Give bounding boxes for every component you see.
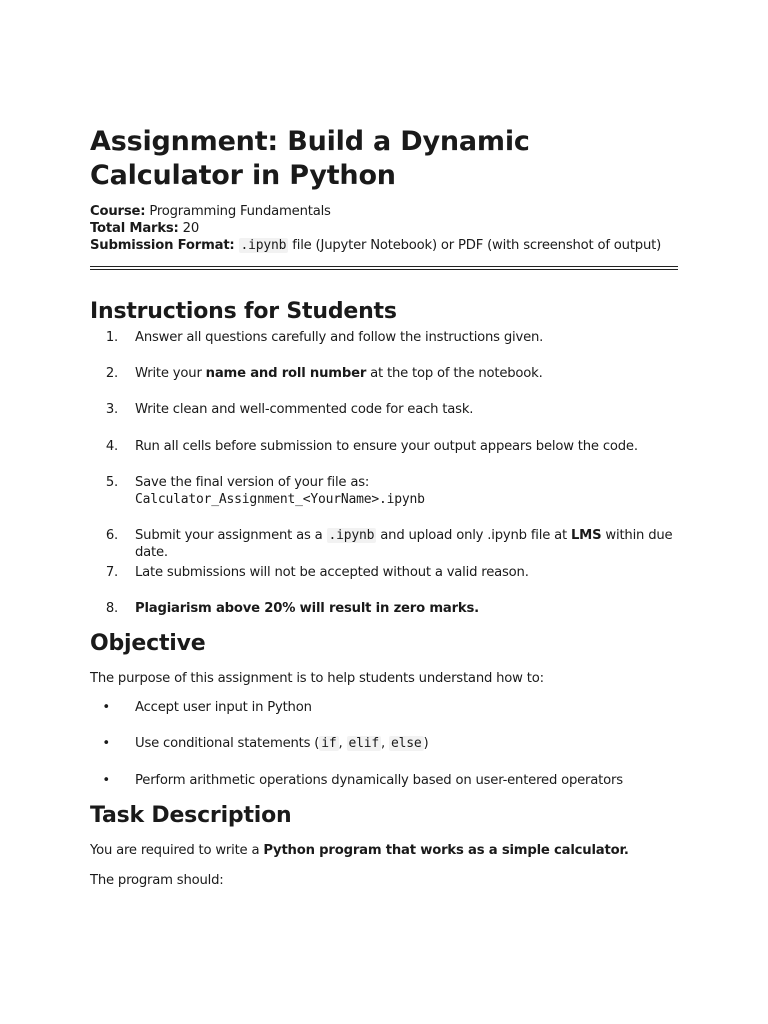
task-should: The program should: (90, 873, 224, 888)
task-intro-pre: You are required to write a (90, 843, 264, 858)
item-text-pre: Write your (135, 366, 206, 381)
item-text (135, 600, 680, 617)
format-line (90, 237, 661, 254)
item-text-post: within due date. (135, 528, 673, 560)
course-value: Programming Fundamentals (149, 204, 331, 219)
objective-heading: Objective (90, 631, 206, 656)
bullet-text-post: ) (423, 736, 429, 751)
item-text: Run all cells before submission to ensure your output appears below the code. (135, 439, 638, 454)
item-text-post: at the top of the notebook. (366, 366, 543, 381)
objective-intro: The purpose of this assignment is to help students understand how to: (90, 671, 544, 686)
plagiarism-bold: Plagiarism above 20% will result in zero marks. (135, 601, 479, 616)
item-number: 7. (105, 565, 118, 580)
item-number: 2. (105, 366, 118, 381)
if-code: if (321, 736, 337, 751)
lms-bold: LMS (570, 528, 602, 543)
assignment-meta (90, 203, 661, 254)
course-line (90, 203, 661, 220)
item-number: 3. (105, 402, 118, 417)
item-text (135, 474, 680, 508)
format-label: Submission Format: (90, 238, 235, 253)
item-text-main: Save the final version of your file as: (135, 475, 370, 490)
marks-line (90, 220, 661, 237)
item-text-mid: and upload only .ipynb file at (376, 528, 571, 543)
marks-value: 20 (182, 221, 200, 236)
item-number: 8. (105, 601, 118, 616)
item-number: 1. (105, 330, 118, 345)
item-text-bold: name and roll number (205, 366, 367, 381)
course-label: Course: (90, 204, 146, 219)
else-code: else (391, 736, 422, 751)
filename-code: Calculator_Assignment_<YourName>.ipynb (135, 492, 425, 507)
instructions-heading: Instructions for Students (90, 299, 397, 324)
task-intro-bold: Python program that works as a simple calculator. (263, 843, 629, 858)
bullet-text: Accept user input in Python (135, 700, 312, 715)
bullet-icon: • (102, 700, 110, 715)
bullet-icon: • (102, 773, 110, 788)
format-code: .ipynb (240, 238, 287, 253)
item-text-pre: Submit your assignment as a (135, 528, 327, 543)
ipynb-code: .ipynb (328, 528, 375, 543)
item-number: 6. (105, 528, 118, 543)
item-text: Write clean and well-commented code for each task. (135, 402, 474, 417)
bullet-text-pre: Use conditional statements ( (135, 736, 320, 751)
bullet-icon: • (102, 736, 110, 751)
item-text: Answer all questions carefully and follow the instructions given. (135, 330, 544, 345)
task-intro (90, 842, 680, 859)
format-rest: file (Jupyter Notebook) or PDF (with screenshot of output) (292, 238, 662, 253)
marks-label: Total Marks: (90, 221, 179, 236)
item-number: 5. (105, 475, 118, 490)
bullet-sep: , (338, 736, 347, 751)
bullet-sep: , (381, 736, 389, 751)
item-number: 4. (105, 439, 118, 454)
page-title: Assignment: Build a Dynamic Calculator in Python (90, 126, 530, 191)
bullet-text: Perform arithmetic operations dynamically based on user-entered operators (135, 773, 623, 788)
item-text (135, 527, 680, 561)
horizontal-divider (90, 266, 678, 270)
item-text (135, 365, 680, 382)
bullet-text (135, 735, 680, 752)
task-heading: Task Description (90, 803, 292, 828)
elif-code: elif (348, 736, 380, 751)
item-text: Late submissions will not be accepted without a valid reason. (135, 565, 529, 580)
